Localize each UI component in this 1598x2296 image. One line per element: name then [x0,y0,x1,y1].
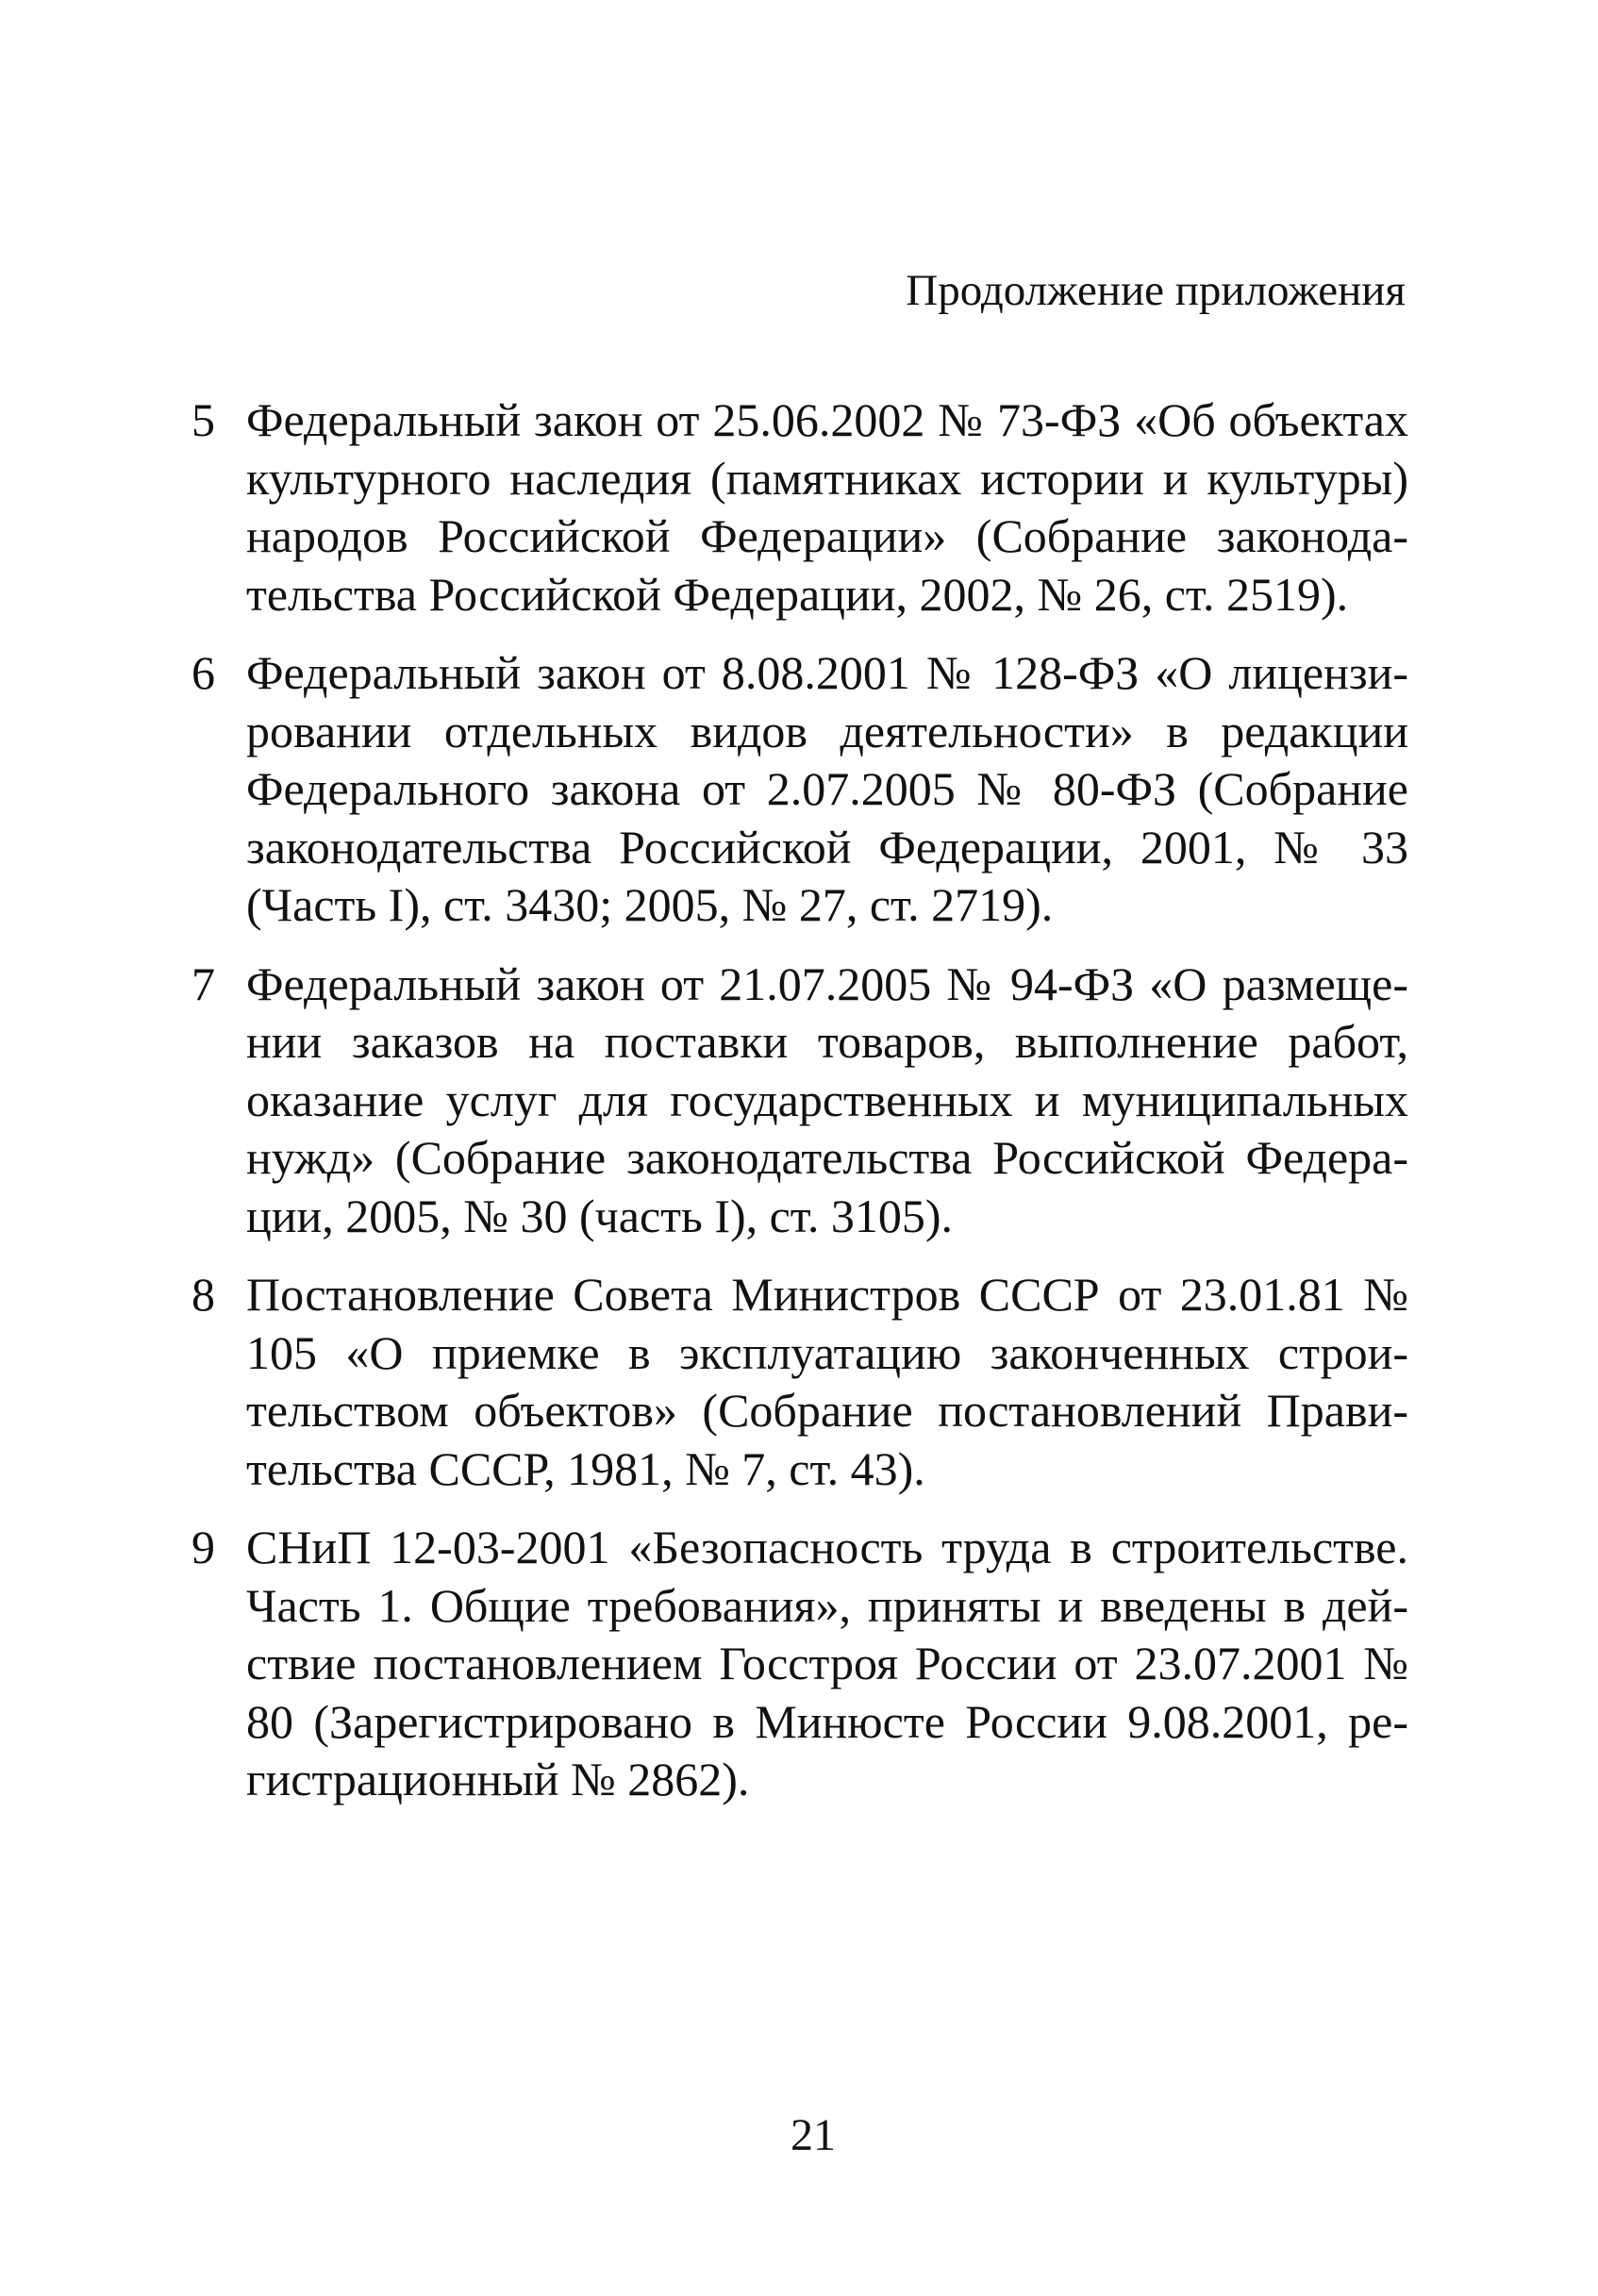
reference-item [191,1266,1408,1498]
reference-text: Постановление Совета Министров СССР от 23.01.81 № 105 «О приемке в эксплуатацию законченных строительством объектов» (Собрание постановлений Правительства СССР, 1981, № 7, ст. 43). [246,1268,1408,1495]
reference-list [191,391,1408,1830]
reference-number: 9 [191,1521,215,1573]
reference-text: СНиП 12-03-2001 «Безопасность труда в строительстве. Часть 1. Общие требования», приняты и введены в действие постановлением Госстроя России от 23.07.2001 № 80 (Зарегистрировано в Минюсте России 9.08.2001, регистрационный № 2862). [246,1521,1408,1805]
reference-number: 8 [191,1268,215,1321]
reference-item [191,391,1408,624]
reference-text: Федеральный закон от 8.08.2001 № 128-ФЗ «О лицензировании отдельных видов деятельности» в редакции Федерального закона от 2.07.2005 № 80-ФЗ (Собрание законодательства Российской Федерации, 2001, № 33 (Часть I), ст. 3430; 2005, № 27, ст. 2719). [246,646,1408,931]
reference-number: 7 [191,957,215,1010]
reference-item [191,644,1408,935]
reference-item [191,1519,1408,1809]
reference-item [191,956,1408,1246]
page-header: Продолжение приложения [906,266,1406,315]
page-number: 21 [791,2110,836,2160]
reference-number: 5 [191,393,215,446]
reference-text: Федеральный закон от 21.07.2005 № 94-ФЗ «О размещении заказов на поставки товаров, выполнение работ, оказание услуг для государственных и муниципальных нужд» (Собрание законодательства Российской Федерации, 2005, № 30 (часть I), ст. 3105). [246,957,1408,1242]
reference-number: 6 [191,646,215,699]
reference-text: Федеральный закон от 25.06.2002 № 73-ФЗ «Об объектах культурного наследия (памятниках истории и культуры) народов Российской Федерации» (Собрание законодательства Российской Федерации, 2002, № 26, ст. 2519). [246,393,1408,621]
